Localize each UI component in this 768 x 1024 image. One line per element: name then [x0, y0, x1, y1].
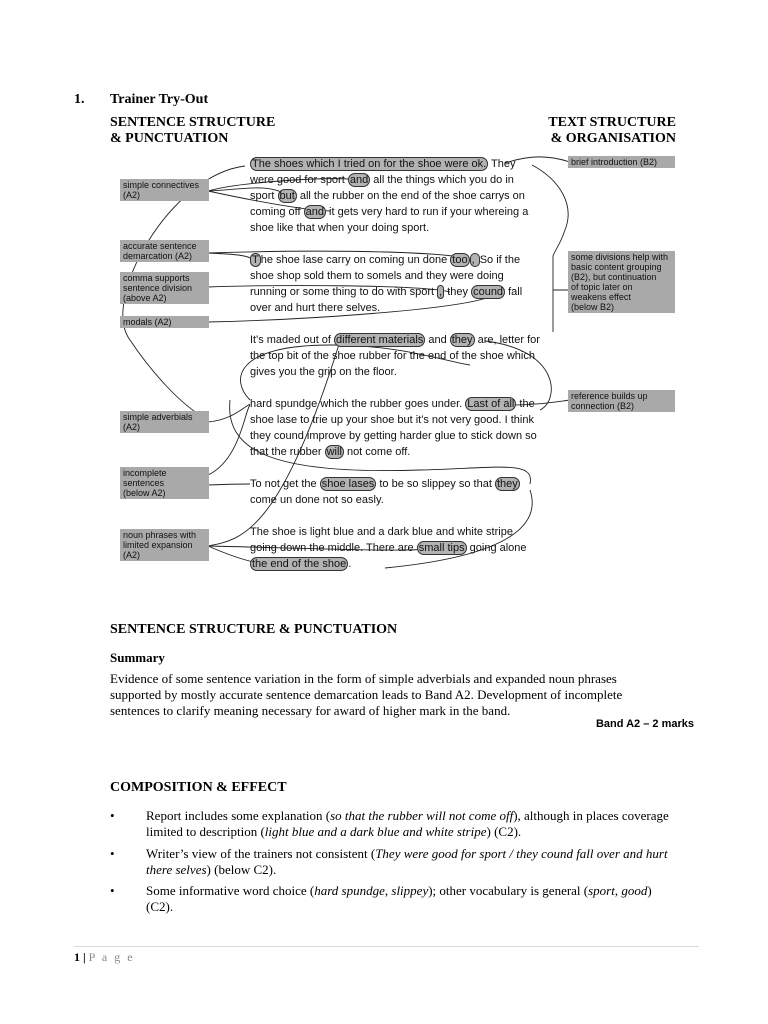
text-run: ) (below C2). [206, 862, 277, 877]
highlighted-phrase: will [326, 446, 342, 458]
summary-label: Summary [110, 650, 165, 665]
section-number: 1. [74, 92, 85, 107]
text-run: the shoe lase to trie up your shoe but it's not very good. I think they cound improve by getting harder glue to stick down so that the rubber [250, 398, 537, 458]
tag-simple-adverbials [120, 411, 209, 433]
summary-text: Evidence of some sentence variation in the form of simple adverbials and expanded noun phrases supported by mostly accurate sentence demarcation leads to Band A2. Development of incomplete sentences to clarify meaning necessary for award of higher mark in the band. [110, 671, 623, 718]
quoted-phrase: sport [588, 883, 615, 898]
text-run: hard spundge which the rubber goes under. [250, 398, 466, 410]
footer-page-label: P a g e [88, 950, 135, 964]
tag-line: incomplete [123, 468, 167, 478]
ssp-heading: SENTENCE STRUCTURE & PUNCTUATION [110, 622, 398, 637]
tag-line: weakens effect [571, 292, 631, 302]
text-run: ); other vocabulary is general ( [428, 883, 589, 898]
tag-line: (below B2) [571, 302, 615, 312]
tag-line: reference builds up [571, 391, 648, 401]
footer-separator: | [80, 950, 89, 964]
tag-line: sentences [123, 478, 165, 488]
tag-line: (above A2) [123, 293, 167, 303]
highlighted-phrase: cound [473, 286, 504, 298]
text-run: they [444, 286, 472, 298]
text-run: all the things which you do in sport [250, 174, 514, 202]
text-run: he shoe lase carry on coming un done [260, 254, 451, 266]
quoted-phrase: good [621, 883, 648, 898]
highlighted-phrase: and [349, 174, 369, 186]
left-heading-line-1: SENTENCE STRUCTURE [110, 115, 276, 130]
quoted-phrase: so that the rubber will not come off [330, 808, 514, 823]
tag-accurate-sentence-demarcation [120, 240, 209, 262]
tag-line: (B2), but continuation [571, 272, 657, 282]
right-heading-line-2: & ORGANISATION [550, 131, 676, 146]
tag-line: simple connectives [123, 180, 200, 190]
quoted-phrase: hard spundge [314, 883, 385, 898]
tag-simple-connectives [120, 179, 209, 201]
text-run: . [348, 558, 352, 570]
tag-modals [120, 316, 209, 328]
highlighted-phrase: and [305, 206, 324, 218]
ce-bullet-1 [110, 808, 670, 840]
text-run: Some informative word choice ( [146, 883, 315, 898]
text-run: Report includes some explanation ( [146, 808, 331, 823]
text-run: , [614, 883, 622, 898]
page-footer [74, 950, 135, 965]
text-run: ), although in places coverage limited to description ( [146, 808, 669, 839]
tag-brief-introduction [568, 156, 675, 168]
highlighted-phrase: they [451, 334, 473, 346]
tag-line: sentence division [123, 283, 193, 293]
highlighted-phrase: T [252, 254, 259, 266]
tag-line: (below A2) [123, 488, 166, 498]
tag-incomplete-sentences [120, 467, 209, 499]
quoted-phrase: They were good for sport / they cound fall over and hurt there selves [146, 846, 668, 877]
essay-paragraph-1 [250, 156, 540, 236]
left-heading-line-2: & PUNCTUATION [110, 131, 229, 146]
text-run: , [384, 883, 392, 898]
highlighted-phrase: but [279, 190, 295, 202]
highlighted-phrase: The shoes which I tried on for the shoe were ok. [252, 158, 487, 170]
text-run: To not get the [250, 478, 320, 490]
tag-reference-builds [568, 390, 675, 412]
tag-line: some divisions help with [571, 252, 669, 262]
essay-paragraph-2 [250, 252, 542, 316]
tag-line: simple adverbials [123, 412, 193, 422]
tag-line: (A2) [123, 422, 141, 432]
text-run: fall over and hurt there selves. [250, 286, 523, 314]
text-run: come un done not so easly. [250, 494, 384, 506]
highlighted-phrase: , [471, 254, 478, 266]
tag-line: modals (A2) [123, 317, 172, 327]
bullet-dot: • [110, 846, 115, 861]
band-result: Band A2 – 2 marks [595, 718, 694, 730]
tag-line: basic content grouping [571, 262, 662, 272]
tag-line: comma supports [123, 273, 190, 283]
ce-bullet-1-text [146, 808, 670, 840]
footer-divider [74, 946, 699, 947]
text-run: Writer’s view of the trainers not consistent ( [146, 846, 376, 861]
bullet-dot: • [110, 808, 115, 823]
highlighted-phrase: , [439, 286, 443, 298]
tag-noun-phrases [120, 529, 209, 561]
tag-line: (A2) [123, 190, 141, 200]
text-run: The shoe is light blue and a dark blue and white stripe going down the middle. There are [250, 526, 513, 554]
highlighted-phrase: Last of all [467, 398, 515, 410]
ce-bullet-3 [110, 883, 670, 915]
ce-bullet-3-text [146, 883, 670, 915]
quoted-phrase: light blue and a dark blue and white stripe [264, 824, 487, 839]
ce-bullet-2 [110, 846, 670, 878]
essay-paragraph-4 [250, 396, 540, 460]
tag-line: limited expansion [123, 540, 193, 550]
highlighted-phrase: different materials [336, 334, 424, 346]
text-run: not come off. [343, 446, 411, 458]
text-run: It's maded out of [250, 334, 335, 346]
highlighted-phrase: the end of the shoe [252, 558, 347, 570]
highlighted-phrase: shoe lases [321, 478, 375, 490]
footer-page-number: 1 [74, 950, 80, 964]
text-run: So if the shoe shop sold them to somels and they were doing running or some thing to do with sport [250, 254, 521, 298]
text-run: going alone [466, 542, 527, 554]
text-run: to be so slippey so that [376, 478, 495, 490]
text-run: all the rubber on the end of the shoe carrys on coming off [250, 190, 525, 218]
section-title: Trainer Try-Out [110, 92, 209, 107]
tag-comma-supports [120, 272, 209, 304]
text-run: it gets very hard to run if your whereing a shoe like that when your doing sport. [250, 206, 529, 234]
tag-line: (A2) [123, 550, 141, 560]
highlighted-phrase: too [452, 254, 468, 266]
highlighted-phrase: small tips [418, 542, 465, 554]
text-run: are, letter for the top bit of the shoe rubber for the end of the shoe which gives you the grip on the floor. [250, 334, 540, 378]
tag-line: of topic later on [571, 282, 633, 292]
tag-line: brief introduction (B2) [571, 157, 658, 167]
tag-line: demarcation (A2) [123, 251, 193, 261]
tag-line: noun phrases with [123, 530, 197, 540]
essay-paragraph-3 [250, 332, 540, 380]
text-run: They were good for sport [250, 158, 516, 186]
text-run: ) (C2). [146, 883, 652, 914]
text-run: ) (C2). [486, 824, 522, 839]
highlighted-phrase: they [496, 478, 518, 490]
right-heading-line-1: TEXT STRUCTURE [548, 115, 676, 130]
quoted-phrase: slippey [391, 883, 429, 898]
bullet-dot: • [110, 883, 115, 898]
essay-paragraph-5 [250, 476, 540, 508]
ce-bullet-2-text [146, 846, 670, 878]
tag-line: accurate sentence [123, 241, 197, 251]
tag-some-divisions [568, 251, 675, 313]
text-run: and [425, 334, 450, 346]
tag-line: connection (B2) [571, 401, 635, 411]
ce-heading: COMPOSITION & EFFECT [110, 780, 287, 795]
essay-paragraph-6 [250, 524, 542, 572]
